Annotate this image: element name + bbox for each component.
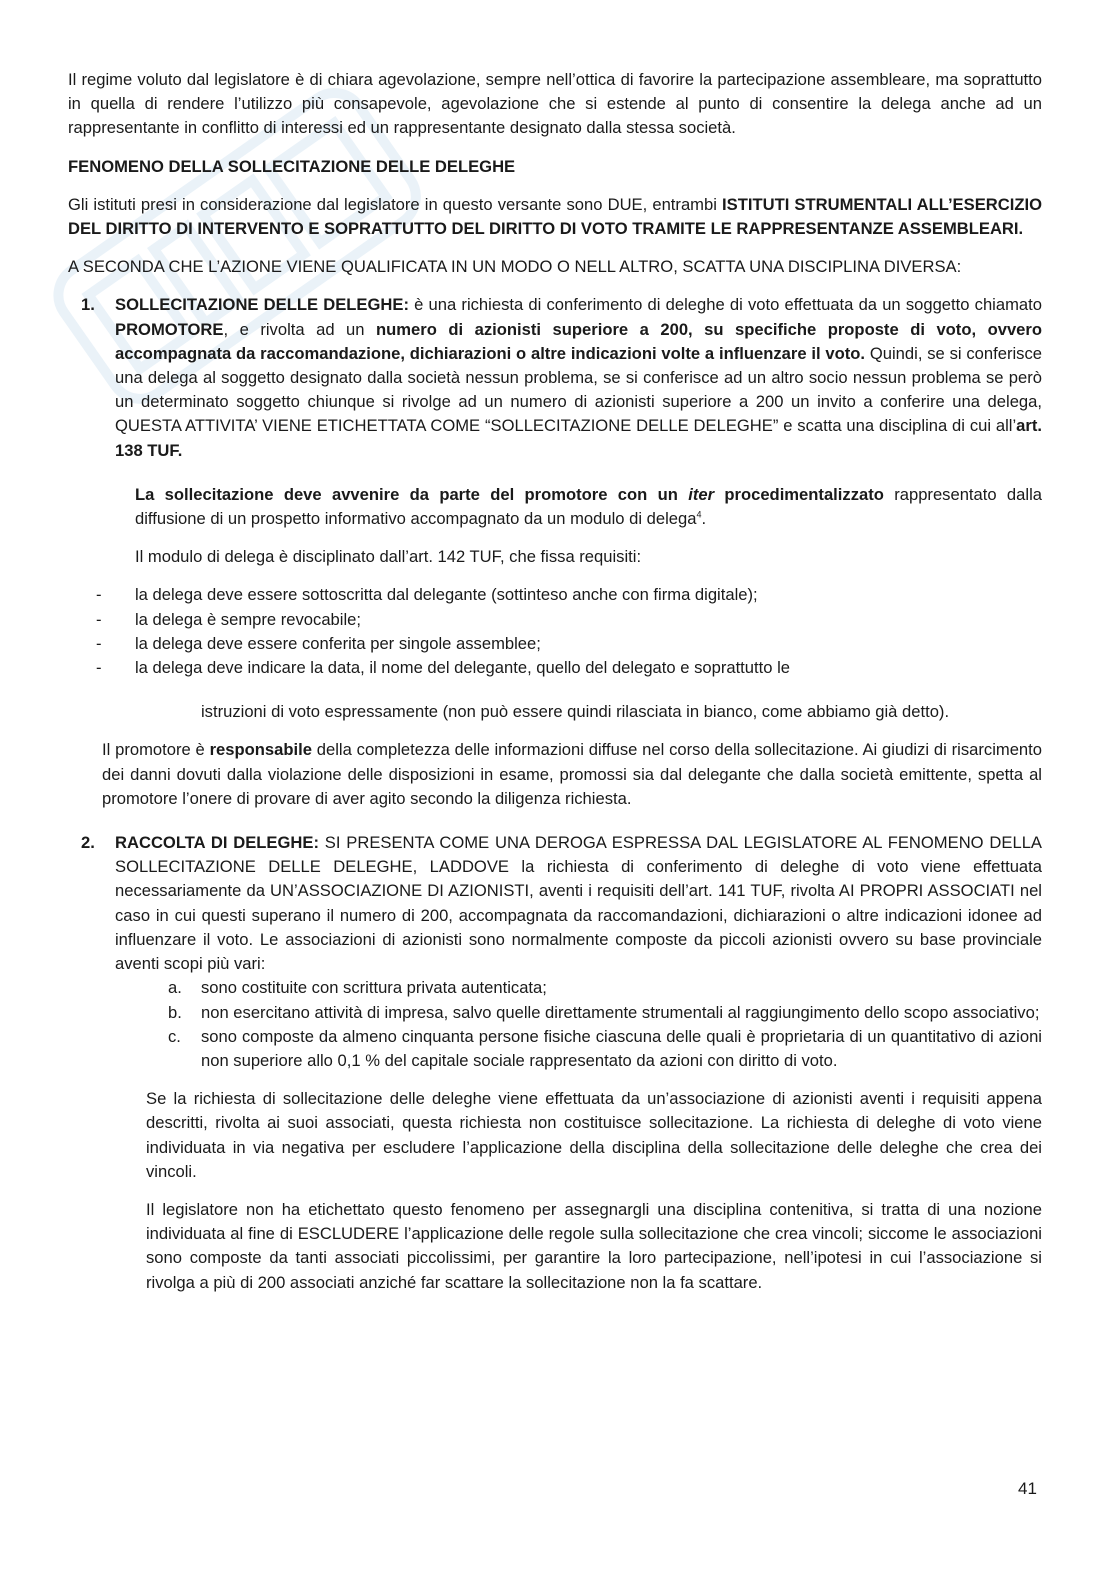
alpha-marker: a. [168, 978, 182, 998]
dash-text: la delega è sempre revocabile; [135, 609, 361, 629]
text-run: , e rivolta ad un [223, 319, 377, 339]
page-number: 41 [1018, 1479, 1037, 1498]
dash-marker: - [96, 585, 102, 605]
paragraph-istituti [68, 193, 1042, 241]
alpha-text: non esercitano attività di impresa, salvo quelle direttamente strumentali al raggiungimento dello scopo associativo; [201, 1002, 1040, 1022]
alpha-item [68, 976, 1042, 1000]
item-number: 1. [81, 295, 95, 315]
paragraph-seconda: A SECONDA CHE L’AZIONE VIENE QUALIFICATA IN UN MODO O NELL ALTRO, SCATTA UNA DISCIPLINA DIVERSA: [68, 257, 962, 277]
paragraph-legislatore: Il legislatore non ha etichettato questo fenomeno per assegnargli una disciplina contenitiva, si tratta di una nozione individuata al fine di ESCLUDERE l’applicazione delle regole sulla sollecitazione che crea vincoli; siccome le associazioni sono composte da tanti associati piccolissimi, per garantire la loro partecipazione, nell’ipotesi in cui l’associazione si rivolga a più di 200 associati anziché far scattare la sollecitazione non la fa scattare. [146, 1199, 1042, 1292]
alpha-marker: b. [168, 1002, 182, 1022]
paragraph-richiesta: Se la richiesta di sollecitazione delle deleghe viene effettuata da un’associazione di azionisti aventi i requisiti appena descritti, rivolta ai suoi associati, questa richiesta non costituisce sollecitazione. La richiesta di deleghe di voto viene individuata in via negativa per escludere l’applicazione della disciplina della sollecitazione delle deleghe che crea dei vincoli. [146, 1089, 1042, 1181]
paragraph-promotore [68, 738, 1042, 811]
dash-continuation: istruzioni di voto espressamente (non può essere quindi rilasciata in bianco, come abbiamo già detto). [201, 702, 950, 722]
dash-item [68, 632, 1042, 656]
bold-run: La sollecitazione deve avvenire da parte del promotore con un [135, 484, 689, 504]
item-title: SOLLECITAZIONE DELLE DELEGHE: [115, 295, 409, 315]
bold-run: art. 138 TUF. [115, 416, 1042, 460]
bold-run: numero di azionisti superiore a 200, su specifiche proposte di voto, ovvero accompagnata da raccomandazione, dichiarazioni o altre indicazioni volte a influenzare il voto. [115, 319, 1042, 363]
bold-run: PROMOTORE [115, 319, 224, 339]
footnote-ref[interactable]: 4 [696, 509, 702, 520]
subparagraph-iter [68, 483, 1042, 531]
dash-text: la delega deve indicare la data, il nome del delegante, quello del delegato e soprattutto le [135, 658, 790, 678]
numbered-item-1 [68, 293, 1042, 462]
bold-run: ISTITUTI STRUMENTALI ALL’ESERCIZIO DEL DIRITTO DI INTERVENTO E SOPRATTUTTO DEL DIRITTO DI VOTO TRAMITE LE RAPPRESENTANZE ASSEMBLEARI. [68, 194, 1042, 239]
alpha-item [68, 1025, 1042, 1073]
dash-marker: - [96, 609, 102, 629]
alpha-item [68, 1001, 1042, 1025]
text-run: rappresentato dalla diffusione di un prospetto informativo accompagnato da un modulo di delega [135, 484, 1042, 529]
alpha-text: sono costituite con scrittura privata autenticata; [201, 978, 547, 998]
text-run: della completezza delle informazioni diffuse nel corso della sollecitazione. Ai giudizi di risarcimento dei danni dovuti dalla violazione delle disposizioni in esame, promossi sia dal delegante che dalla società emittente, spetta al promotore l’onere di provare di aver agito secondo la diligenza richiesta. [102, 740, 1042, 808]
dash-text: la delega deve essere conferita per singole assemblee; [135, 633, 541, 653]
alpha-marker: c. [168, 1026, 181, 1046]
bold-run: procedimentalizzato [714, 484, 884, 504]
numbered-item-2 [68, 831, 1042, 976]
text-run: SI PRESENTA COME UNA DEROGA ESPRESSA DAL LEGISLATORE AL FENOMENO DELLA SOLLECITAZIONE DELLE DELEGHE, LADDOVE la richiesta di conferimento di deleghe di voto viene effettuata necessariamente da UN’ASSOCIAZIONE DI AZIONISTI, aventi i requisiti dell’art. 141 TUF, rivolta AI PROPRI ASSOCIATI nel caso in cui questi superano il numero di 200, accompagnata da raccomandazioni, dichiarazioni o altre indicazioni idonee ad influenzare il voto. Le associazioni di azionisti sono normalmente composte da piccoli azionisti ovvero su base provinciale aventi scopi più vari: [115, 833, 1042, 974]
italic-run: iter [688, 484, 715, 504]
dash-marker: - [96, 633, 102, 653]
alpha-list [68, 976, 1042, 1073]
dash-text: la delega deve essere sottoscritta dal delegante (sottinteso anche con firma digitale); [135, 585, 758, 605]
dash-marker: - [96, 658, 102, 678]
item-title: RACCOLTA DI DELEGHE: [115, 833, 319, 853]
dash-item [68, 656, 1042, 680]
alpha-text: sono composte da almeno cinquanta persone fisiche ciascuna delle quali è proprietaria di un quantitativo di azioni non superiore allo 0,1 % del capitale sociale rappresentato da azioni con diritto di voto. [201, 1026, 1042, 1070]
dash-item [68, 608, 1042, 632]
text-run: Quindi, se si conferisce una delega al soggetto designato dalla società nessun problema, se si conferisce ad un altro socio nessun problema se però un determinato soggetto chiunque si rivolge ad un numero di azionisti superiore a 200 un invito a conferire una delega, QUESTA ATTIVITA’ VIENE ETICHETTATA COME “SOLLECITAZIONE DELLE DELEGHE” e scatta una disciplina di cui all’ [115, 343, 1043, 436]
item-number: 2. [81, 833, 95, 853]
dash-item [68, 583, 1042, 607]
text-run: Il promotore è [102, 740, 210, 760]
subparagraph-modulo: Il modulo di delega è disciplinato dall’art. 142 TUF, che fissa requisiti: [135, 547, 642, 567]
intro-paragraph: Il regime voluto dal legislatore è di chiara agevolazione, sempre nell’ottica di favorire la partecipazione assembleare, ma soprattutto in quella di rendere l’utilizzo più consapevole, agevolazione che si estende al punto di consentire la delega anche ad un rappresentante in conflitto di interessi ed un rappresentante designato dalla stessa società. [68, 70, 1042, 138]
bold-run: responsabile [209, 740, 312, 760]
page-content [68, 68, 1042, 1295]
text-run: è una richiesta di conferimento di deleghe di voto effettuata da un soggetto chiamato [408, 295, 1042, 315]
text-run: . [701, 509, 707, 529]
text-run: Gli istituti presi in considerazione dal legislatore in questo versante sono DUE, entrambi [68, 194, 723, 214]
dash-list [68, 583, 1042, 680]
section-heading: FENOMENO DELLA SOLLECITAZIONE DELLE DELEGHE [68, 156, 516, 176]
